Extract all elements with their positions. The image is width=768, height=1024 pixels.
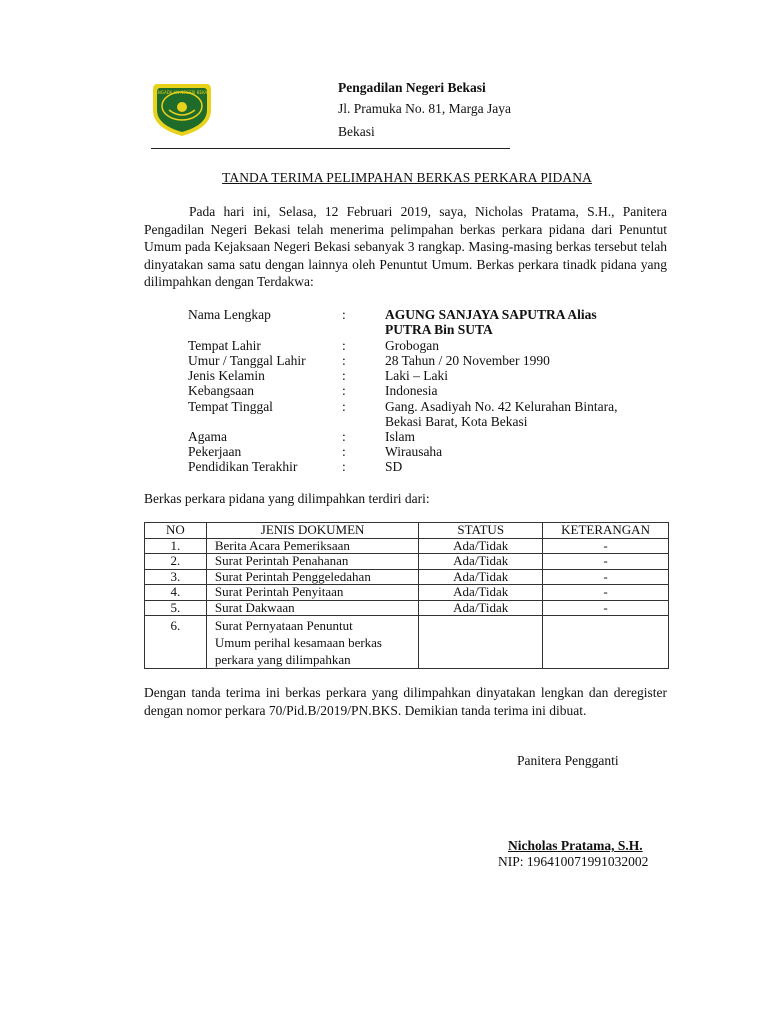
label-name: Nama Lengkap bbox=[188, 307, 271, 322]
value-birthplace: Grobogan bbox=[385, 338, 439, 353]
header-note: KETERANGAN bbox=[543, 523, 669, 539]
label-occupation: Pekerjaan bbox=[188, 444, 242, 459]
row-no: 3. bbox=[145, 569, 207, 585]
colon: : bbox=[342, 353, 346, 368]
value-residence-line1: Gang. Asadiyah No. 42 Kelurahan Bintara, bbox=[385, 399, 618, 414]
value-occupation: Wirausaha bbox=[385, 444, 443, 459]
row-document-line: Surat Pernyataan Penuntut bbox=[214, 618, 353, 633]
label-education: Pendidikan Terakhir bbox=[188, 459, 298, 474]
value-nationality: Indonesia bbox=[385, 383, 438, 398]
row-status: Ada/Tidak bbox=[419, 569, 543, 585]
row-note: - bbox=[543, 569, 669, 585]
label-gender: Jenis Kelamin bbox=[188, 368, 265, 383]
value-gender: Laki – Laki bbox=[385, 368, 448, 383]
colon: : bbox=[342, 338, 346, 353]
table-row bbox=[145, 538, 669, 554]
row-no: 6. bbox=[145, 616, 207, 669]
table-row bbox=[145, 585, 669, 601]
court-logo bbox=[151, 80, 213, 138]
row-note: - bbox=[543, 585, 669, 601]
table-row bbox=[145, 554, 669, 570]
row-status: Ada/Tidak bbox=[419, 538, 543, 554]
table-header-row bbox=[145, 523, 669, 539]
table-row bbox=[145, 616, 669, 669]
document-title: TANDA TERIMA PELIMPAHAN BERKAS PERKARA PIDANA bbox=[222, 170, 592, 185]
value-religion: Islam bbox=[385, 429, 415, 444]
row-no: 2. bbox=[145, 554, 207, 570]
row-document: Surat Perintah Penggeledahan bbox=[206, 569, 419, 585]
header-divider bbox=[151, 148, 510, 149]
table-row bbox=[145, 569, 669, 585]
label-religion: Agama bbox=[188, 429, 227, 444]
value-name-line2: PUTRA Bin SUTA bbox=[385, 322, 493, 337]
institution-name: Pengadilan Negeri Bekasi bbox=[338, 80, 486, 95]
row-status: Ada/Tidak bbox=[419, 585, 543, 601]
label-birthplace: Tempat Lahir bbox=[188, 338, 261, 353]
colon: : bbox=[342, 368, 346, 383]
row-document: Surat Dakwaan bbox=[206, 600, 419, 616]
row-document-line: perkara yang dilimpahkan bbox=[214, 652, 351, 667]
signature-role: Panitera Pengganti bbox=[517, 753, 619, 768]
value-age: 28 Tahun / 20 November 1990 bbox=[385, 353, 550, 368]
label-residence: Tempat Tinggal bbox=[188, 399, 273, 414]
documents-intro: Berkas perkara pidana yang dilimpahkan terdiri dari: bbox=[144, 491, 430, 506]
header-document-type: JENIS DOKUMEN bbox=[206, 523, 419, 539]
value-name-line1: AGUNG SANJAYA SAPUTRA Alias bbox=[385, 307, 597, 322]
row-document: Surat Perintah Penyitaan bbox=[206, 585, 419, 601]
colon: : bbox=[342, 429, 346, 444]
row-document: Berita Acara Pemeriksaan bbox=[206, 538, 419, 554]
row-note bbox=[543, 616, 669, 669]
row-no: 4. bbox=[145, 585, 207, 601]
documents-table bbox=[144, 522, 669, 669]
row-document-line: Umum perihal kesamaan berkas bbox=[214, 635, 382, 650]
colon: : bbox=[342, 444, 346, 459]
intro-paragraph: Pada hari ini, Selasa, 12 Februari 2019, saya, Nicholas Pratama, S.H., Panitera Pengadilan Negeri Bekasi telah menerima pelimpahan berkas perkara pidana dari Penuntut Umum pada Kejaksaan Negeri Bekasi sebanyak 3 rangkap. Masing-masing berkas tersebut telah dinyatakan sama satu dengan lainnya oleh Penuntut Umum. Berkas perkara tinadk pidana yang dilimpahkan dengan Terdakwa: bbox=[144, 204, 667, 289]
row-note: - bbox=[543, 538, 669, 554]
colon: : bbox=[342, 399, 346, 414]
signature-nip: NIP: 196410071991032002 bbox=[498, 854, 649, 869]
label-age: Umur / Tanggal Lahir bbox=[188, 353, 306, 368]
header-no: NO bbox=[145, 523, 207, 539]
table-row bbox=[145, 600, 669, 616]
colon: : bbox=[342, 383, 346, 398]
row-no: 5. bbox=[145, 600, 207, 616]
closing-paragraph: Dengan tanda terima ini berkas perkara yang dilimpahkan dinyatakan lengkan dan deregister dengan nomor perkara 70/Pid.B/2019/PN.BKS. Demikian tanda terima ini dibuat. bbox=[144, 685, 667, 718]
row-note: - bbox=[543, 600, 669, 616]
value-residence-line2: Bekasi Barat, Kota Bekasi bbox=[385, 414, 528, 429]
row-status: Ada/Tidak bbox=[419, 600, 543, 616]
row-status bbox=[419, 616, 543, 669]
header-status: STATUS bbox=[419, 523, 543, 539]
institution-address: Jl. Pramuka No. 81, Marga Jaya bbox=[338, 101, 511, 116]
row-status: Ada/Tidak bbox=[419, 554, 543, 570]
row-note: - bbox=[543, 554, 669, 570]
row-document: Surat Perintah Penahanan bbox=[206, 554, 419, 570]
colon: : bbox=[342, 307, 346, 322]
colon: : bbox=[342, 459, 346, 474]
label-nationality: Kebangsaan bbox=[188, 383, 254, 398]
institution-city: Bekasi bbox=[338, 124, 375, 139]
svg-text:PENGADILAN NEGERI BEKASI: PENGADILAN NEGERI BEKASI bbox=[152, 90, 212, 95]
row-document-multiline bbox=[206, 616, 419, 669]
row-no: 1. bbox=[145, 538, 207, 554]
signature-name: Nicholas Pratama, S.H. bbox=[508, 838, 643, 853]
value-education: SD bbox=[385, 459, 403, 474]
